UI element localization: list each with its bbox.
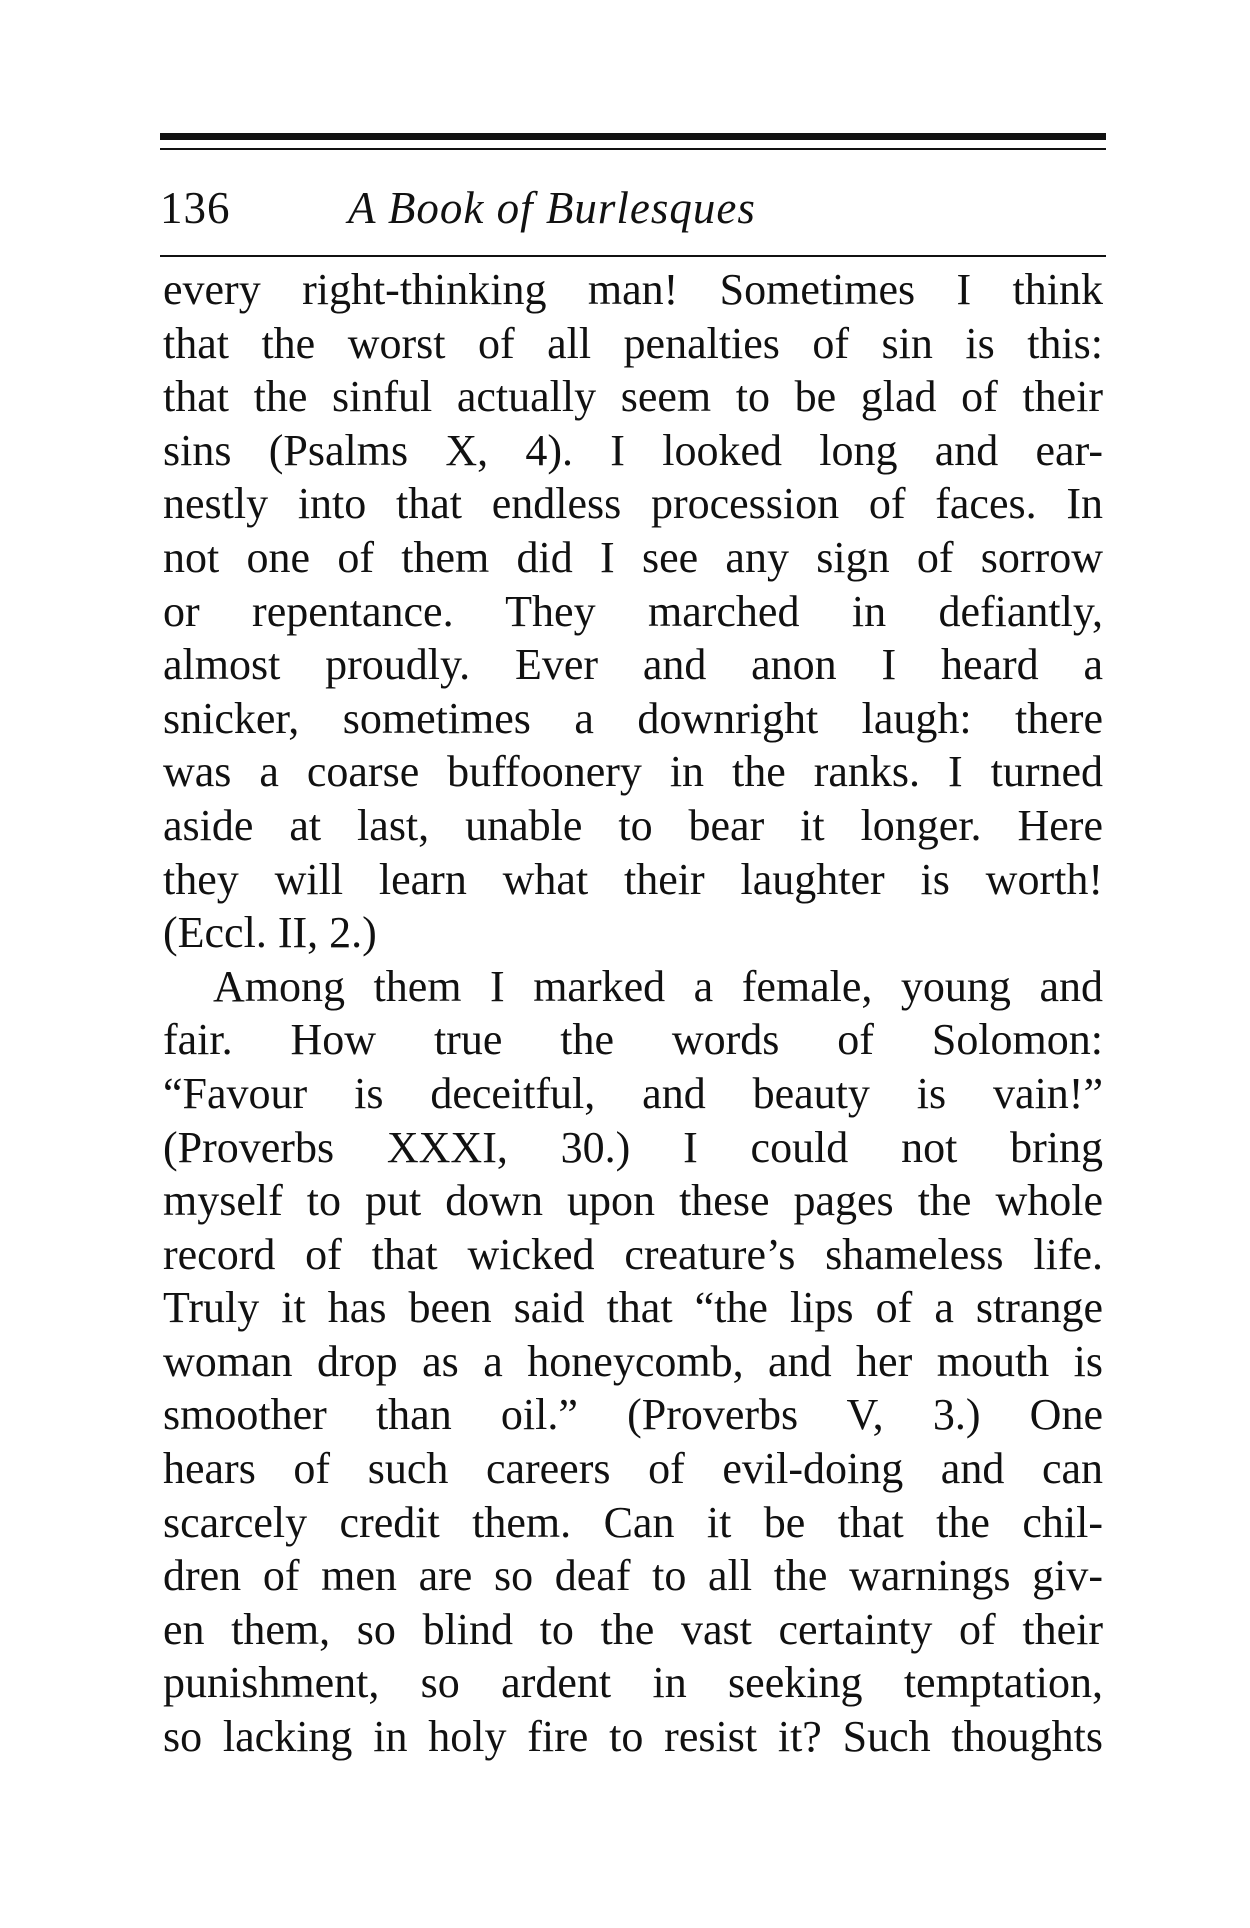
text-line: en them, so blind to the vast certainty of their [163,1604,1103,1654]
text-line: (Proverbs XXXI, 30.) I could not bring [163,1122,1103,1172]
text-line: they will learn what their laughter is worth! [163,854,1103,904]
text-line: almost proudly. Ever and anon I heard a [163,640,1103,690]
text-line: woman drop as a honeycomb, and her mouth is [163,1336,1103,1386]
paragraph-end-line: (Eccl. II, 2.) [163,908,377,958]
text-line: every right-thinking man! Sometimes I think [163,265,1103,314]
paragraph-start-line: Among them I marked a female, young and [213,961,1103,1011]
text-line: record of that wicked creature’s shameless life. [163,1229,1103,1279]
text-line: was a coarse buffoonery in the ranks. I turned [163,747,1103,797]
header-rule-thin [160,148,1106,150]
text-line: not one of them did I see any sign of sorrow [163,532,1103,582]
text-line: sins (Psalms X, 4). I looked long and ear- [163,425,1103,475]
text-line: nestly into that endless procession of faces. In [163,479,1103,529]
book-title: A Book of Burlesques [348,183,756,233]
text-line: scarcely credit them. Can it be that the chil- [163,1497,1103,1547]
running-head [160,178,1106,238]
text-line: that the sinful actually seem to be glad of their [163,372,1103,422]
text-line: dren of men are so deaf to all the warnings giv- [163,1551,1103,1601]
text-line: myself to put down upon these pages the whole [163,1176,1103,1226]
text-line: “Favour is deceitful, and beauty is vain!” [163,1068,1103,1118]
text-line: punishment, so ardent in seeking temptation, [163,1658,1103,1708]
text-line: aside at last, unable to bear it longer. Here [163,800,1103,850]
header-rule-thick [160,133,1106,140]
header-rule-bottom [160,255,1106,257]
text-line: snicker, sometimes a downright laugh: there [163,693,1103,743]
text-line: Truly it has been said that “the lips of a strange [163,1283,1103,1333]
text-line: smoother than oil.” (Proverbs V, 3.) One [163,1390,1103,1440]
text-line: so lacking in holy fire to resist it? Such thoughts [163,1712,1103,1762]
text-line: or repentance. They marched in defiantly, [163,586,1103,636]
text-line: fair. How true the words of Solomon: [163,1015,1103,1065]
text-line: that the worst of all penalties of sin is this: [163,318,1103,368]
page-number: 136 [160,183,231,233]
body-text [163,263,1103,1764]
text-line: hears of such careers of evil-doing and can [163,1444,1103,1494]
